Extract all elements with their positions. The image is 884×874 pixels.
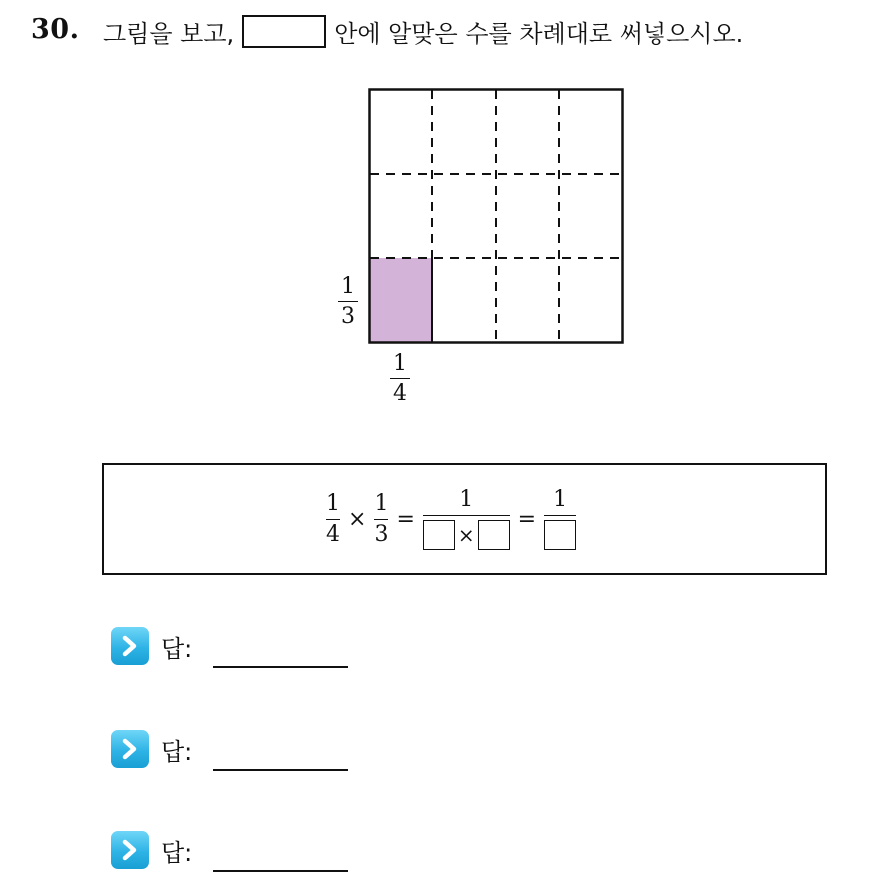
answer-row-3 xyxy=(111,831,192,869)
fraction-bar xyxy=(544,515,576,516)
fraction-blank-product xyxy=(423,486,510,550)
chevron-right-icon xyxy=(111,627,149,665)
blank-box-2[interactable] xyxy=(478,520,510,550)
question-text xyxy=(103,14,743,49)
equals-sign: = xyxy=(396,506,415,532)
fraction-bar xyxy=(338,301,358,302)
fraction-one-fourth xyxy=(326,490,340,547)
side-fraction xyxy=(338,276,358,328)
blank-box-indicator xyxy=(242,15,326,48)
answer-label: 답: xyxy=(161,838,193,867)
question-text-after: 안에 알맞은 수를 차례대로 써넣으시오. xyxy=(334,20,744,48)
blank-box-3[interactable] xyxy=(544,520,576,550)
answer-line-3[interactable] xyxy=(213,870,348,872)
bottom-fraction xyxy=(390,353,410,405)
bottom-fraction-denominator: 4 xyxy=(393,381,407,406)
equals-sign: = xyxy=(517,506,537,532)
numerator: 1 xyxy=(374,490,389,516)
side-fraction-numerator: 1 xyxy=(341,274,355,299)
area-model-grid xyxy=(368,88,624,344)
question-number: 30. xyxy=(31,14,80,45)
denominator: 4 xyxy=(326,521,340,547)
fraction-bar xyxy=(374,519,388,520)
numerator: 1 xyxy=(553,486,568,512)
times-sign: × xyxy=(457,522,475,547)
blank-box-1[interactable] xyxy=(423,520,455,550)
answer-line-2[interactable] xyxy=(213,769,348,771)
fraction-bar xyxy=(326,519,340,520)
answer-row-2 xyxy=(111,730,192,768)
answer-label: 답: xyxy=(161,634,193,663)
answer-row-1 xyxy=(111,627,192,665)
answer-label: 답: xyxy=(161,737,193,766)
denominator: 3 xyxy=(374,521,389,547)
shaded-cell xyxy=(370,258,433,342)
fraction-one-third xyxy=(374,490,389,547)
answer-line-1[interactable] xyxy=(213,666,348,668)
bottom-fraction-numerator: 1 xyxy=(393,351,407,376)
numerator: 1 xyxy=(326,490,340,516)
fraction-bar xyxy=(423,515,510,516)
numerator: 1 xyxy=(459,486,474,512)
fraction-blank-result xyxy=(544,486,576,550)
equation xyxy=(326,484,576,554)
chevron-right-icon xyxy=(111,730,149,768)
times-sign: × xyxy=(348,506,367,532)
side-fraction-denominator: 3 xyxy=(341,304,355,329)
blank-denominator xyxy=(423,520,510,550)
chevron-right-icon xyxy=(111,831,149,869)
question-text-before: 그림을 보고, xyxy=(103,20,235,48)
fraction-bar xyxy=(390,378,410,379)
